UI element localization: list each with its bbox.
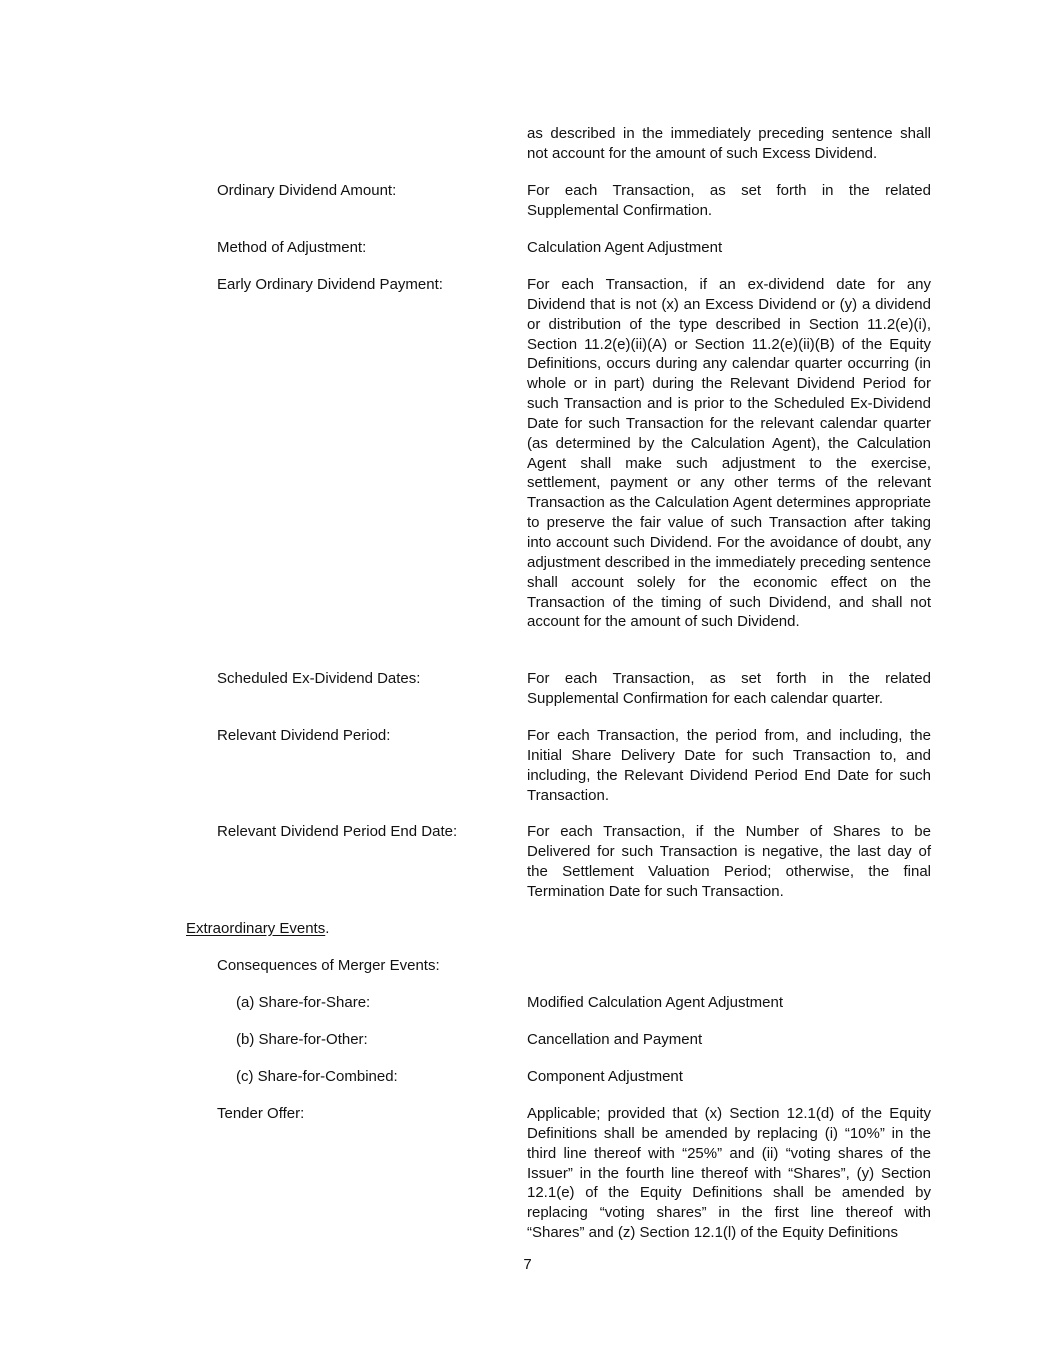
term-label: Scheduled Ex-Dividend Dates:: [217, 670, 421, 687]
merger-label: (a) Share-for-Share:: [236, 994, 371, 1011]
term-label: Ordinary Dividend Amount:: [217, 182, 397, 199]
section-heading-text: Extraordinary Events: [186, 920, 326, 937]
merger-label: (b) Share-for-Other:: [236, 1031, 368, 1048]
term-value: Calculation Agent Adjustment: [527, 239, 723, 256]
merger-heading: Consequences of Merger Events:: [217, 957, 440, 974]
term-value: For each Transaction, if an ex-dividend date for any Dividend that is not (x) an Excess Dividend or (y) a dividend or distribution of the type described in Section 11.2(e)(i), Section 11.2(e)(ii)(A) or Section 11.2(e)(ii)(B) of the Equity Definitions, occurs during any calendar quarter occurring (in whole or in part) during the Relevant Dividend Period for such Transaction and is prior to the Scheduled Ex-Dividend Date for such Transaction for the relevant calendar quarter (as determined by the Calculation Agent), the Calculation Agent shall make such adjustment to the exercise, settlement, payment or any other terms of the relevant Transaction as the Calculation Agent determines appropriate to preserve the fair value of such Transaction after taking into account such Dividend. For the avoidance of doubt, any adjustment described in the immediately preceding sentence shall account solely for the economic effect on the Transaction of the timing of such Dividend, and shall not account for the amount of such Dividend.: [527, 276, 931, 631]
page-number: 7: [523, 1256, 532, 1273]
term-label: Relevant Dividend Period End Date:: [217, 823, 458, 840]
merger-value: Component Adjustment: [527, 1068, 683, 1085]
term-value: For each Transaction, as set forth in the related Supplemental Confirmation.: [527, 182, 931, 219]
tender-offer-value: Applicable; provided that (x) Section 12.1(d) of the Equity Definitions shall be amended by replacing (i) “10%” in the third line thereof with “25%” and (ii) “voting shares of the Issuer” in the fourth line thereof with “Shares”, (y) Section 12.1(e) of the Equity Definitions shall be amended by replacing “voting shares” in the first line thereof with “Shares” and (z) Section 12.1(l) of the Equity Definitions: [527, 1105, 931, 1242]
merger-value: Cancellation and Payment: [527, 1031, 703, 1048]
term-value: For each Transaction, as set forth in the related Supplemental Confirmation for each calendar quarter.: [527, 670, 931, 707]
term-value: For each Transaction, the period from, and including, the Initial Share Delivery Date for such Transaction to, and including, the Relevant Dividend Period End Date for such Transaction.: [527, 727, 931, 804]
term-label: Relevant Dividend Period:: [217, 727, 391, 744]
section-heading-period: .: [325, 920, 330, 937]
merger-value: Modified Calculation Agent Adjustment: [527, 994, 783, 1011]
term-label: Early Ordinary Dividend Payment:: [217, 276, 443, 293]
term-value: For each Transaction, if the Number of Shares to be Delivered for such Transaction is negative, the last day of the Settlement Valuation Period; otherwise, the final Termination Date for such Transaction.: [527, 823, 931, 900]
term-label: Method of Adjustment:: [217, 239, 367, 256]
section-heading: [186, 919, 329, 939]
merger-label: (c) Share-for-Combined:: [236, 1068, 398, 1085]
tender-offer-label: Tender Offer:: [217, 1105, 305, 1122]
intro-text: as described in the immediately preceding sentence shall not account for the amount of such Excess Dividend.: [527, 125, 931, 162]
